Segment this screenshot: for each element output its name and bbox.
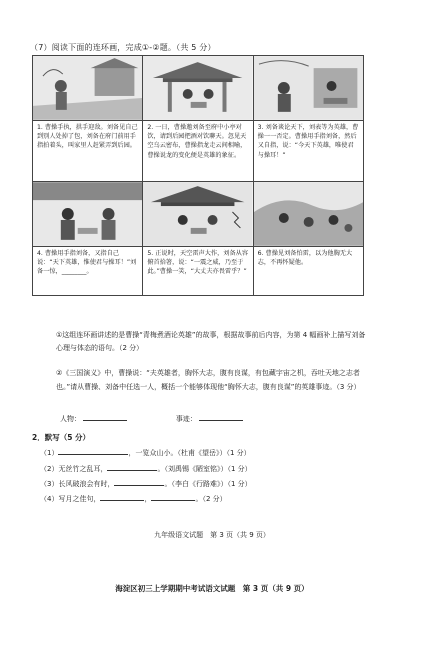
- event-label: 事迹：: [175, 415, 197, 423]
- question-2-header: 2．默写（5 分）: [32, 433, 91, 442]
- comic-panel-4: [33, 182, 143, 295]
- subquestion-1: ①这组连环画讲述的是曹操“青梅煮酒论英雄”的故事，根据故事前后内容，为第 4 幅画补上描写刘备心理与体态的语句。（2 分）: [56, 331, 366, 352]
- person-label: 人物：: [60, 415, 81, 423]
- comic-image-2: [143, 56, 252, 121]
- dictation-blank-4b[interactable]: [151, 500, 195, 501]
- comic-caption-5: 5. 正说时，天空雷声大作，刘备从容俯首拾箸，说：“一震之威，乃至于此。”曹操一笑，“大丈夫亦畏雷乎？”: [147, 250, 249, 276]
- comic-image-3: [254, 56, 363, 121]
- comic-caption-2: 2. 一日，曹操邀刘备至府中小亭对饮，请到后园把酒对饮聊天。忽见天空乌云密布，曹操指龙走云间相喻，曹操说龙的变化便是英雄的象征。: [147, 124, 247, 159]
- person-blank[interactable]: [83, 420, 127, 421]
- comic-panel-3: [254, 56, 363, 181]
- dictation-blank-2[interactable]: [107, 470, 157, 471]
- page-caption: 海淀区初三上学期期中考试语文试题 第 3 页（共 9 页）: [115, 584, 309, 593]
- dictation-line-2: （2）无丝竹之乱耳， 。（刘禹锡《陋室铭》）（1 分）: [40, 465, 252, 473]
- dictation-blank-3[interactable]: [114, 485, 164, 486]
- event-blank[interactable]: [199, 420, 243, 421]
- answer-line-person-event: [60, 414, 243, 424]
- dictation-blank-4a[interactable]: [100, 500, 144, 501]
- page-footer: 九年级语文试题 第 3 页（共 9 页）: [154, 531, 270, 539]
- question-7-header: （7）阅读下面的连环画，完成①-②题。（共 5 分）: [30, 43, 216, 52]
- dictation-line-3: （3）长风破浪会有时， 。（李白《行路难》）（1 分）: [40, 480, 252, 488]
- subquestion-2: ②《三国演义》中，曹操说：“夫英雄者，胸怀大志，腹有良谋，有包藏宇宙之机，吞吐天地之志者也。”请从曹操、刘备中任选一人，概括一个能够体现他“胸怀大志，腹有良谋”的英雄事迹。（3 分）: [56, 369, 361, 391]
- comic-caption-6: 6. 曹操见刘备怕雷，以为他胸无大志，不再怀疑他。: [257, 250, 353, 267]
- comic-caption-4: 4. 曹操用手指刘备，又指自己说：“天下英雄，惟使君与操耳！”刘备一惊，________。: [37, 250, 137, 276]
- comic-caption-3: 3. 刘备谈论天下，刘表等为英雄，曹操一一否定。曹操用手指刘备，然后又自指，说：“今天下英雄，唯使君与操耳！”: [257, 124, 359, 159]
- comic-row-1: [33, 56, 363, 182]
- comic-image-1: [33, 56, 142, 121]
- dictation-line-1: （1） ，一览众山小。（杜甫《望岳》）（1 分）: [40, 449, 251, 457]
- comic-image-5: [143, 182, 252, 247]
- dictation-line-4: （4）写月之佳句， ， 。（2 分）: [40, 495, 227, 503]
- comic-panel-6: [254, 182, 363, 295]
- comic-strip: [32, 55, 364, 296]
- comic-row-2: [33, 182, 363, 295]
- dictation-blank-1[interactable]: [58, 454, 128, 455]
- comic-panel-2: [143, 56, 253, 181]
- comic-caption-1: 1. 曹操手执，拱手迎敌。刘备见自己到别人处掉了包，刘备在府门前用手指拍着头，叫家里人赶紧弄到后园。: [37, 124, 138, 150]
- comic-image-6: [254, 182, 363, 247]
- comic-image-4: [33, 182, 142, 247]
- comic-panel-5: [143, 182, 253, 295]
- comic-panel-1: [33, 56, 143, 181]
